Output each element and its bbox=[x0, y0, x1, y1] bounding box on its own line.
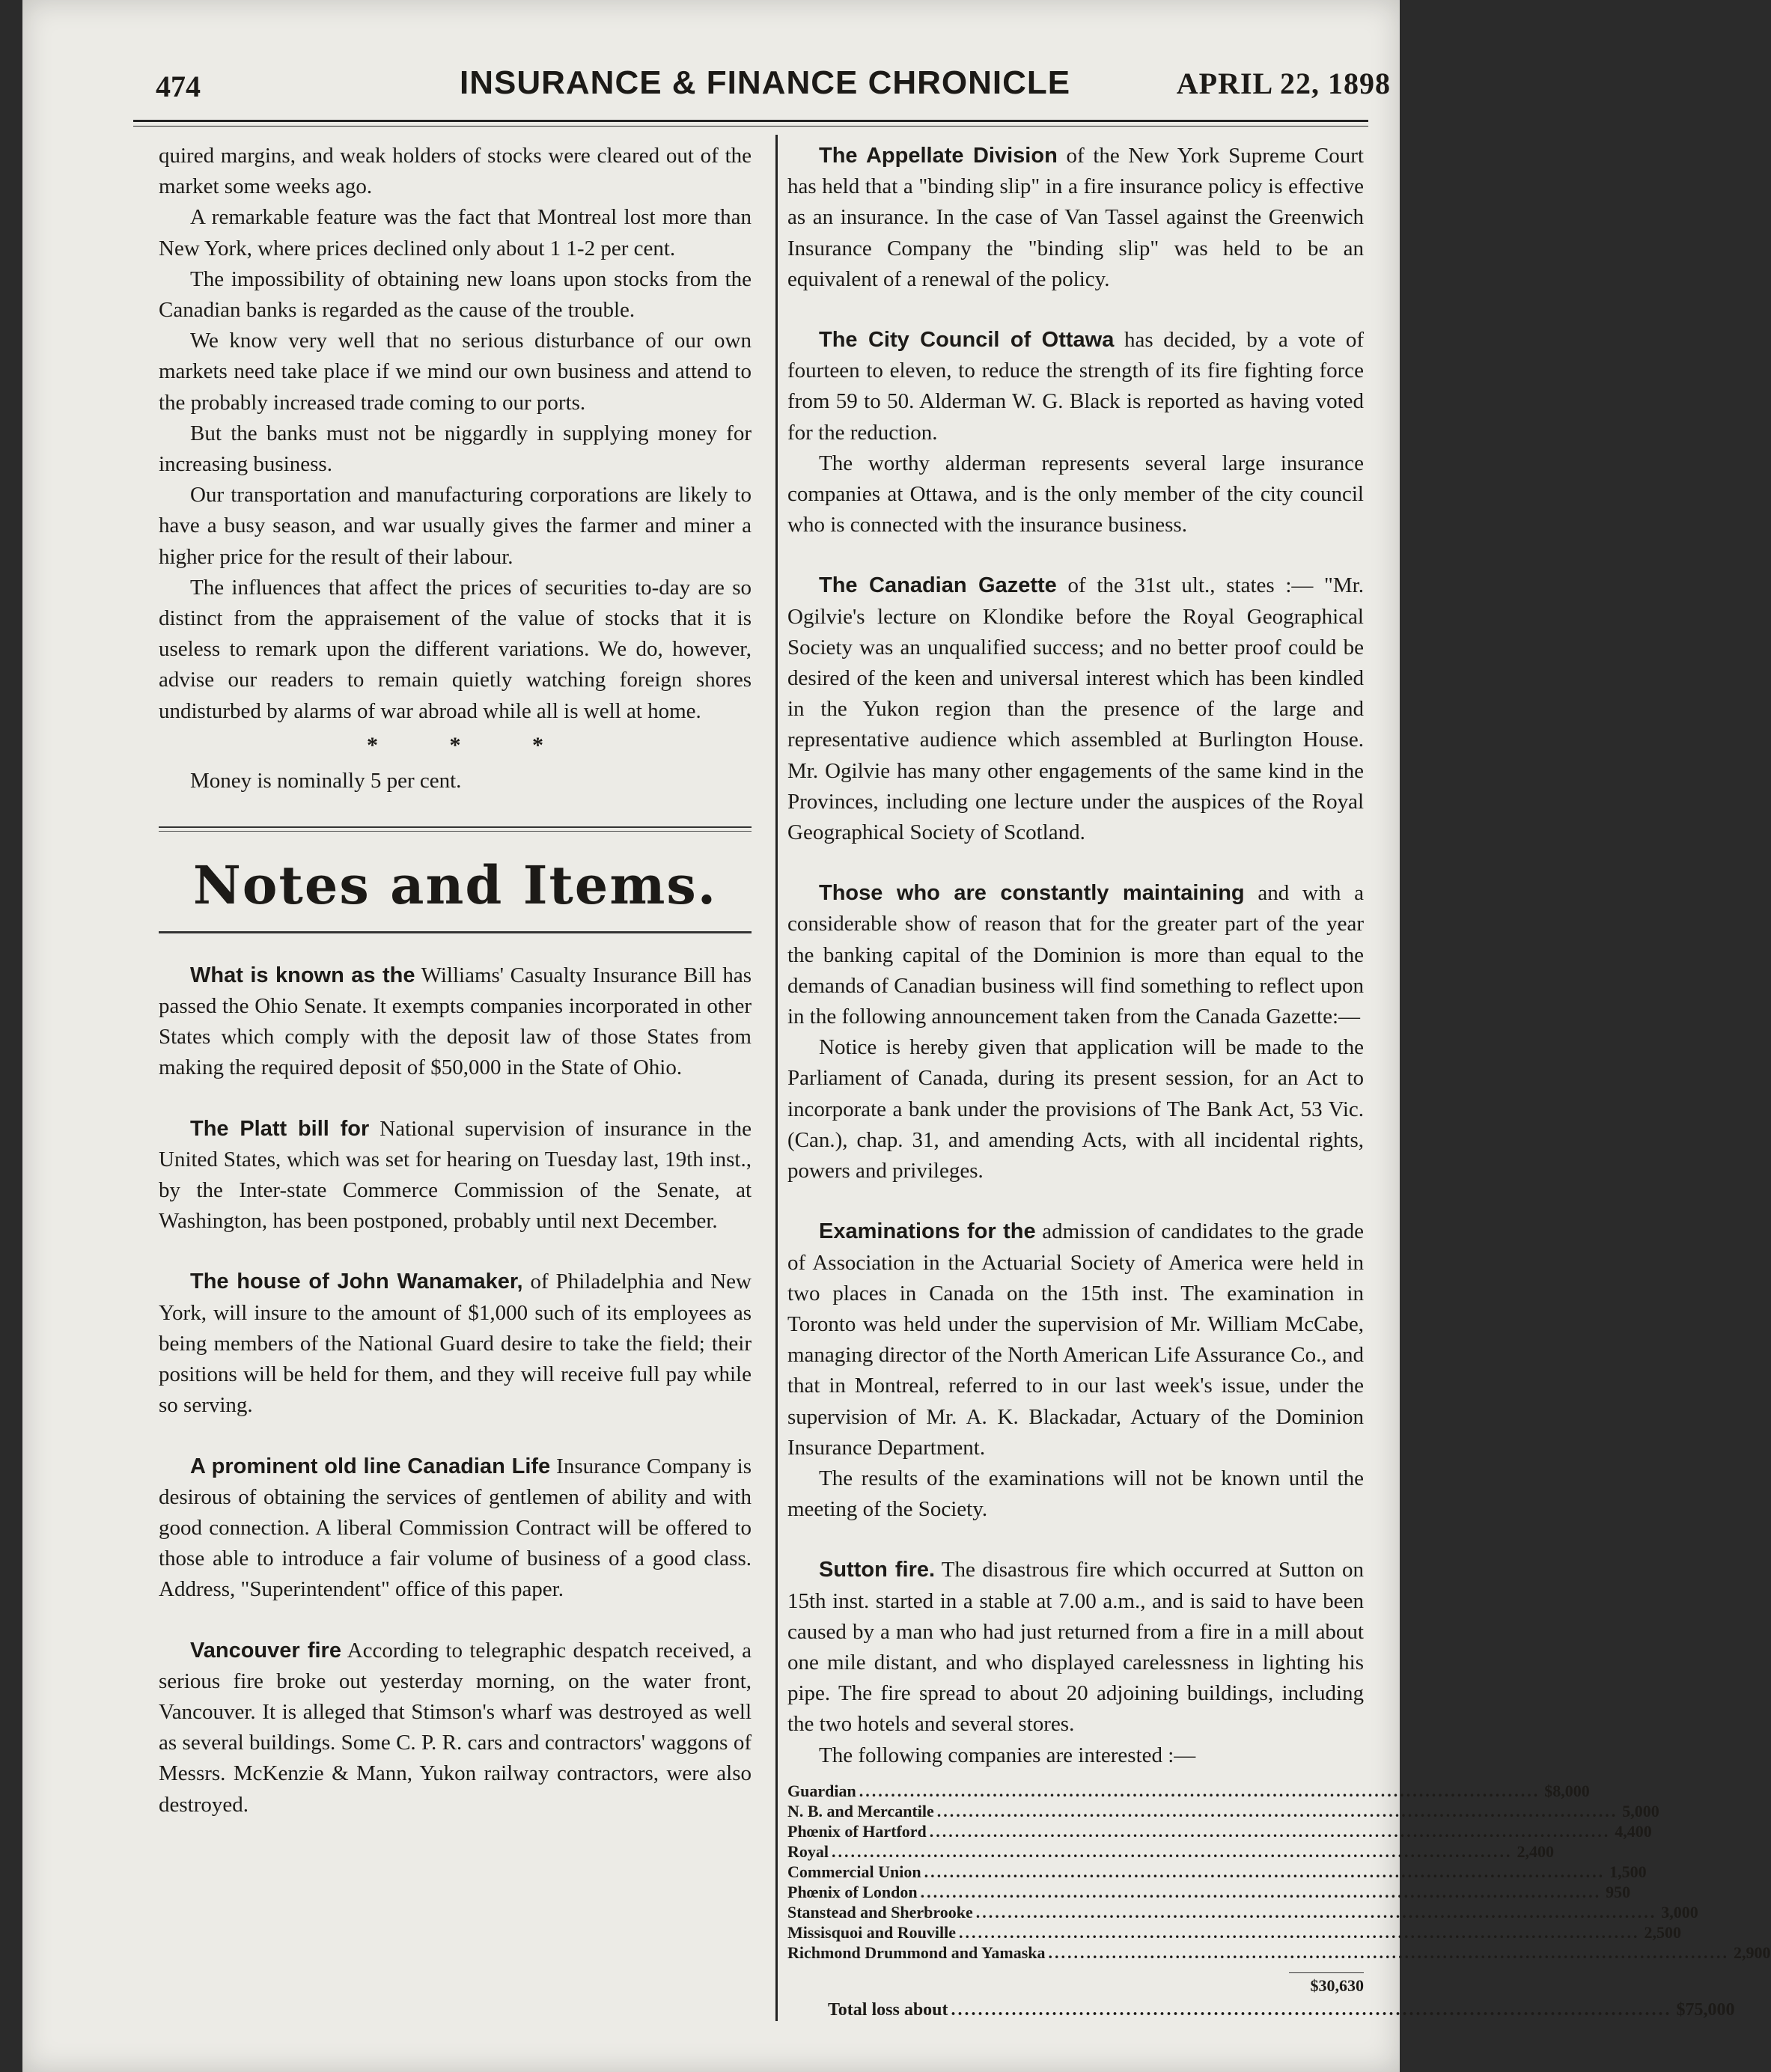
table-row: Missisquoi and Rouville ........................................................................................................... 2,500 bbox=[787, 1922, 1681, 1942]
article-paragraph: We know very well that no serious disturbance of our own markets need take place if we mind our own business and attend to the probably increased trade coming to our ports. bbox=[159, 329, 752, 415]
item-text: has decided, by a vote of fourteen to eleven, to reduce the strength of its fire fighting force from 59 to 50. Alderman W. G. Black is reported as having voted for the reduction. bbox=[787, 328, 1364, 445]
item-paragraph: The worthy alderman represents several large insurance companies at Ottawa, and is the only member of the city council who is connected with the insurance business. bbox=[787, 451, 1364, 537]
table-row: Commercial Union ........................................................................................................... 1,500 bbox=[787, 1862, 1647, 1881]
loss-amount: 1,500 bbox=[1609, 1862, 1647, 1881]
article-paragraph: The impossibility of obtaining new loans upon stocks from the Canadian banks is regarded as the cause of the trouble. bbox=[159, 266, 752, 323]
table-row: Richmond Drummond and Yamaska ........................................................................................................... 2,900 bbox=[787, 1942, 1771, 1962]
item-text: admission of candidates to the grade of Association in the Actuarial Society of America were held in two places in Canada on the 15th inst. The examination in Toronto was held under the supervision of Mr. William McCabe, managing director of the North American Life Assurance Co., and that in Montreal, referred to in our last week's issue, under the supervision of Mr. A. K. Blackadar, Actuary of the Dominion Insurance Department. bbox=[787, 1219, 1364, 1460]
news-item bbox=[787, 325, 1364, 540]
article-paragraph: But the banks must not be niggardly in supplying money for increasing business. bbox=[159, 421, 752, 477]
item-paragraph: The following companies are interested :— bbox=[819, 1743, 1196, 1767]
item-text: The disastrous fire which occurred at Sutton on 15th inst. started in a stable at 7.00 a.m., and is said to have been caused by a man who had just returned from a fire in a mill about one mile distant, and who displayed carelessness in lighting his pipe. The fire spread to about 20 adjoining buildings, including the two hotels and several stores. bbox=[787, 1558, 1364, 1737]
section-rule bbox=[159, 826, 752, 828]
company-name: Royal bbox=[787, 1841, 829, 1861]
news-item bbox=[159, 960, 752, 1084]
loss-amount: 2,900 bbox=[1734, 1942, 1771, 1962]
table-row: Royal ........................................................................................................... 2,400 bbox=[787, 1841, 1554, 1861]
company-name: Missisquoi and Rouville bbox=[787, 1922, 956, 1942]
item-lead: What is known as the bbox=[190, 963, 415, 987]
news-item bbox=[159, 1114, 752, 1237]
news-item bbox=[787, 141, 1364, 295]
company-name: Phœnix of London bbox=[787, 1882, 918, 1901]
item-text: Williams' Casualty Insurance Bill has passed the Ohio Senate. It exempts companies incorporated in other States which comply with the deposit law of those States from making the required deposit of $50,000 in the State of Ohio. bbox=[159, 963, 752, 1080]
company-name: Phœnix of Hartford bbox=[787, 1821, 927, 1841]
table-row: N. B. and Mercantile ........................................................................................................... 5,000 bbox=[787, 1801, 1659, 1820]
item-lead: The house of John Wanamaker, bbox=[190, 1270, 523, 1294]
company-name: Guardian bbox=[787, 1781, 856, 1800]
loss-table bbox=[787, 1781, 1771, 2020]
header-rule-thin bbox=[133, 126, 1368, 127]
item-lead: Vancouver fire bbox=[190, 1638, 341, 1663]
item-text: of the New York Supreme Court has held that a "binding slip" in a fire insurance policy is effective as an insurance. In the case of Van Tassel against the Greenwich Insurance Company the "binding slip" was held to be an equivalent of a renewal of the policy. bbox=[787, 144, 1364, 291]
item-text: National supervision of insurance in the United States, which was set for hearing on Tuesday last, 19th inst., by the Inter-state Commerce Commission of the Senate, at Washington, has been postponed, probably until next December. bbox=[159, 1116, 752, 1234]
total-label: Total loss about bbox=[828, 1999, 948, 2020]
company-name: N. B. and Mercantile bbox=[787, 1801, 934, 1820]
item-lead: The City Council of Ottawa bbox=[819, 328, 1115, 353]
header-rule bbox=[133, 120, 1368, 122]
item-text: According to telegraphic despatch received, a serious fire broke out yesterday morning, on the water front, Vancouver. It is alleged that Stimson's wharf was destroyed as well as several buildings. Some C. P. R. cars and contractors' waggons of Messrs. McKenzie & Mann, Yukon railway contractors, were also destroyed. bbox=[159, 1638, 752, 1817]
item-lead: Sutton fire. bbox=[819, 1558, 936, 1582]
section-rule bbox=[159, 931, 752, 933]
company-name: Commercial Union bbox=[787, 1862, 921, 1881]
news-item bbox=[787, 1555, 1364, 1770]
item-lead: The Platt bill for bbox=[190, 1116, 370, 1141]
news-item bbox=[787, 570, 1364, 848]
section-title: Notes and Items. bbox=[192, 853, 718, 916]
page-number: 474 bbox=[156, 70, 201, 103]
loss-amount: 950 bbox=[1606, 1882, 1631, 1901]
table-row: Stanstead and Sherbrooke ........................................................................................................... 3,000 bbox=[787, 1902, 1698, 1922]
separator-stars: * * * bbox=[367, 732, 576, 758]
journal-title: INSURANCE & FINANCE CHRONICLE bbox=[460, 64, 1071, 101]
loss-amount: 2,400 bbox=[1517, 1841, 1554, 1861]
news-item bbox=[159, 1451, 752, 1606]
loss-amount: 4,400 bbox=[1615, 1821, 1652, 1841]
loss-subtotal: $30,630 bbox=[1289, 1972, 1364, 1996]
loss-amount: 3,000 bbox=[1661, 1902, 1698, 1922]
loss-amount: 5,000 bbox=[1622, 1801, 1659, 1820]
news-item bbox=[787, 878, 1364, 1186]
item-lead: A prominent old line Canadian Life bbox=[190, 1454, 551, 1478]
loss-amount: $8,000 bbox=[1544, 1781, 1590, 1800]
item-paragraph: Notice is hereby given that application will be made to the Parliament of Canada, during its present session, for an Act to incorporate a bank under the provisions of The Bank Act, 53 Vic. (Can.), chap. 31, and amending Acts, with all incidental rights, powers and privileges. bbox=[787, 1035, 1364, 1183]
item-paragraph: The results of the examinations will not be known until the meeting of the Society. bbox=[787, 1466, 1364, 1522]
article-paragraph: Our transportation and manufacturing corporations are likely to have a busy season, and war usually gives the farmer and miner a higher price for the result of their labour. bbox=[159, 483, 752, 569]
money-note: Money is nominally 5 per cent. bbox=[190, 768, 462, 793]
table-row: Phœnix of Hartford ........................................................................................................... 4,400 bbox=[787, 1821, 1652, 1841]
issue-date: APRIL 22, 1898 bbox=[1176, 67, 1391, 100]
total-row: Total loss about ........................................................................................................... $75,000 bbox=[828, 1999, 1735, 2020]
article-paragraph: The influences that affect the prices of securities to-day are so distinct from the appraisement of the value of stocks that it is useless to remark upon the different variations. We do, however, advise our readers to remain quietly watching foreign shores undisturbed by alarms of war abroad while all is well at home. bbox=[159, 575, 752, 723]
total-amount: $75,000 bbox=[1676, 1999, 1735, 2020]
section-rule bbox=[159, 831, 752, 832]
table-row: Guardian ........................................................................................................... $8,000 bbox=[787, 1781, 1590, 1800]
right-column bbox=[787, 141, 1771, 2020]
page-header bbox=[156, 64, 1391, 117]
item-lead: Examinations for the bbox=[819, 1219, 1036, 1244]
table-row: Phœnix of London ........................................................................................................... 950 bbox=[787, 1882, 1631, 1901]
item-lead: Those who are constantly maintaining bbox=[819, 881, 1245, 906]
item-text: and with a considerable show of reason that for the greater part of the year the banking capital of the Dominion is more than equal to the demands of Canadian business will find something to reflect upon in the following announcement taken from the Canada Gazette:— bbox=[787, 881, 1364, 1029]
article-paragraph: quired margins, and weak holders of stocks were cleared out of the market some weeks ago. bbox=[159, 144, 752, 199]
company-name: Stanstead and Sherbrooke bbox=[787, 1902, 973, 1922]
news-item bbox=[787, 1216, 1364, 1525]
column-divider bbox=[775, 135, 778, 2021]
article-paragraph: A remarkable feature was the fact that Montreal lost more than New York, where prices declined only about 1 1-2 per cent. bbox=[159, 205, 752, 260]
news-item bbox=[159, 1636, 752, 1820]
company-name: Richmond Drummond and Yamaska bbox=[787, 1942, 1046, 1962]
loss-amount: 2,500 bbox=[1644, 1922, 1681, 1942]
left-column bbox=[159, 141, 752, 1850]
item-text: Insurance Company is desirous of obtaining the services of gentlemen of ability and with good connection. A liberal Commission Contract will be offered to those able to introduce a fair volume of business of a good class. Address, "Superintendent" office of this paper. bbox=[159, 1454, 752, 1602]
item-text: of the 31st ult., states :— "Mr. Ogilvie's lecture on Klondike before the Royal Geographical Society was an unqualified success; and no better proof could be desired of the keen and universal interest which has been kindled in the Yukon region than the presence of the large and representative audience which assembled at Burlington House. Mr. Ogilvie has many other engagements of the same kind in the Provinces, including one lecture under the auspices of the Royal Geographical Society of Scotland. bbox=[787, 573, 1364, 845]
item-lead: The Canadian Gazette bbox=[819, 573, 1057, 598]
news-item bbox=[159, 1267, 752, 1421]
item-text: of Philadelphia and New York, will insure to the amount of $1,000 such of its employees as being members of the National Guard desire to take the field; their positions will be held for them, and they will receive full pay while so serving. bbox=[159, 1270, 752, 1418]
item-lead: The Appellate Division bbox=[819, 144, 1058, 168]
